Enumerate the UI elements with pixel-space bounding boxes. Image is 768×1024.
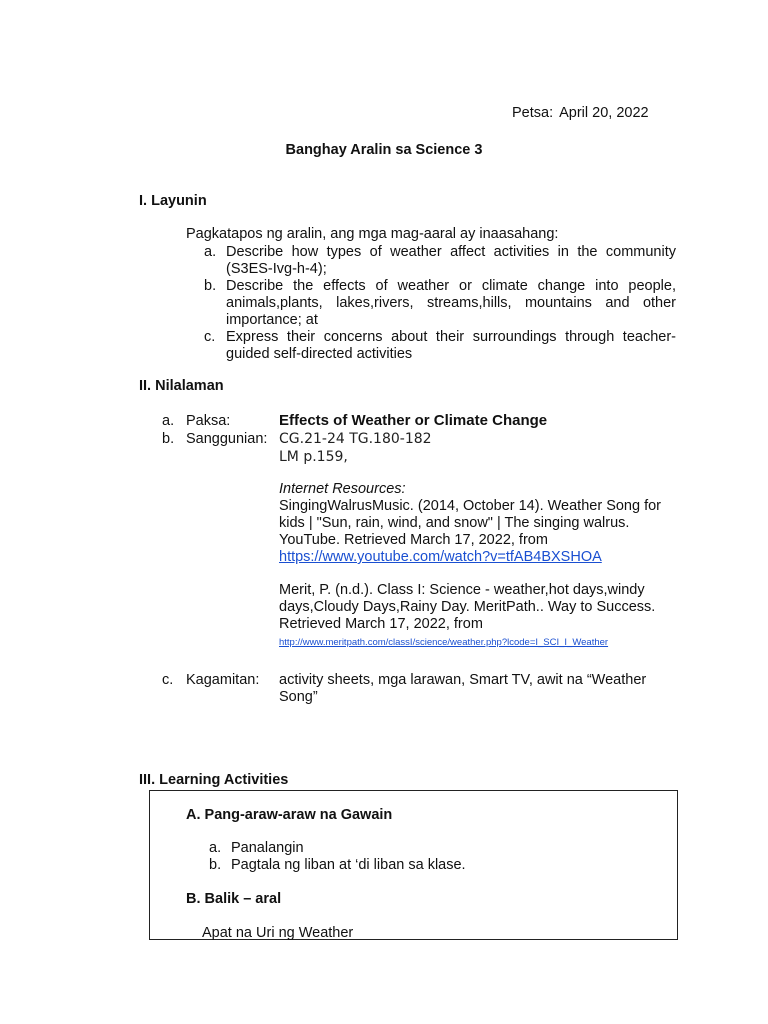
activity-a-item-text: Panalangin — [231, 840, 304, 856]
reference-1-link[interactable]: https://www.youtube.com/watch?v=tfAB4BXSHOA — [279, 549, 602, 565]
sanggunian-line-2: LM p.159, — [279, 449, 348, 465]
section-heading-nilalaman: II. Nilalaman — [139, 378, 224, 394]
objective-text: Express their concerns about their surroundings through teacher-guided self-directed activities — [226, 329, 676, 362]
objective-item — [204, 244, 676, 278]
list-marker: b. — [209, 857, 222, 873]
activity-a-item-text: Pagtala ng liban at ‘di liban sa klase. — [231, 857, 466, 873]
activity-a-heading: A. Pang-araw-araw na Gawain — [186, 807, 393, 823]
paksa-value: Effects of Weather or Climate Change — [279, 412, 548, 429]
kagamitan-value: activity sheets, mga larawan, Smart TV, awit na “Weather Song” — [279, 672, 647, 705]
document-title: Banghay Aralin sa Science 3 — [285, 142, 483, 158]
reference-2 — [279, 582, 679, 651]
list-marker: b. — [204, 278, 217, 294]
objective-item — [204, 329, 676, 363]
objective-item — [204, 278, 676, 329]
sanggunian-label: Sanggunian: — [186, 431, 268, 447]
date-label: Petsa: — [512, 105, 554, 121]
section-heading-layunin: I. Layunin — [139, 193, 207, 209]
activity-b-heading: B. Balik – aral — [186, 891, 282, 907]
sanggunian-line-1: CG.21-24 TG.180-182 — [279, 431, 432, 447]
list-marker: c. — [162, 672, 174, 688]
objectives-list — [204, 244, 676, 363]
list-marker: a. — [209, 840, 222, 856]
objective-text: Describe the effects of weather or climate change into people, animals,plants, lakes,rivers, streams,hills, mountains and other importance; at — [226, 278, 676, 328]
list-marker: c. — [204, 329, 216, 345]
list-marker: a. — [162, 413, 175, 429]
objective-text: Describe how types of weather affect activities in the community (S3ES-Ivg-h-4); — [226, 244, 676, 277]
section-heading-learning-activities: III. Learning Activities — [139, 772, 289, 788]
internet-resources-label: Internet Resources: — [279, 481, 406, 497]
list-marker: a. — [204, 244, 217, 260]
date-value: April 20, 2022 — [559, 105, 649, 121]
objectives-intro: Pagkatapos ng aralin, ang mga mag-aaral ay inaasahang: — [186, 226, 559, 242]
reference-1-text: SingingWalrusMusic. (2014, October 14). Weather Song for kids | "Sun, rain, wind, and snow" | The singing walrus. YouTube. Retrieved March 17, 2022, from — [279, 498, 662, 548]
list-marker: b. — [162, 431, 175, 447]
date-line — [512, 105, 649, 121]
reference-1 — [279, 498, 679, 566]
paksa-label: Paksa: — [186, 413, 231, 429]
activity-b-text: Apat na Uri ng Weather — [202, 925, 354, 941]
kagamitan-label: Kagamitan: — [186, 672, 260, 688]
reference-2-link[interactable]: http://www.meritpath.com/classI/science/weather.php?lcode=I_SCI_I_Weather — [279, 637, 609, 648]
reference-2-text: Merit, P. (n.d.). Class I: Science - weather,hot days,windy days,Cloudy Days,Rainy Day. MeritPath.. Way to Success. Retrieved March 17, 2022, from — [279, 582, 656, 632]
